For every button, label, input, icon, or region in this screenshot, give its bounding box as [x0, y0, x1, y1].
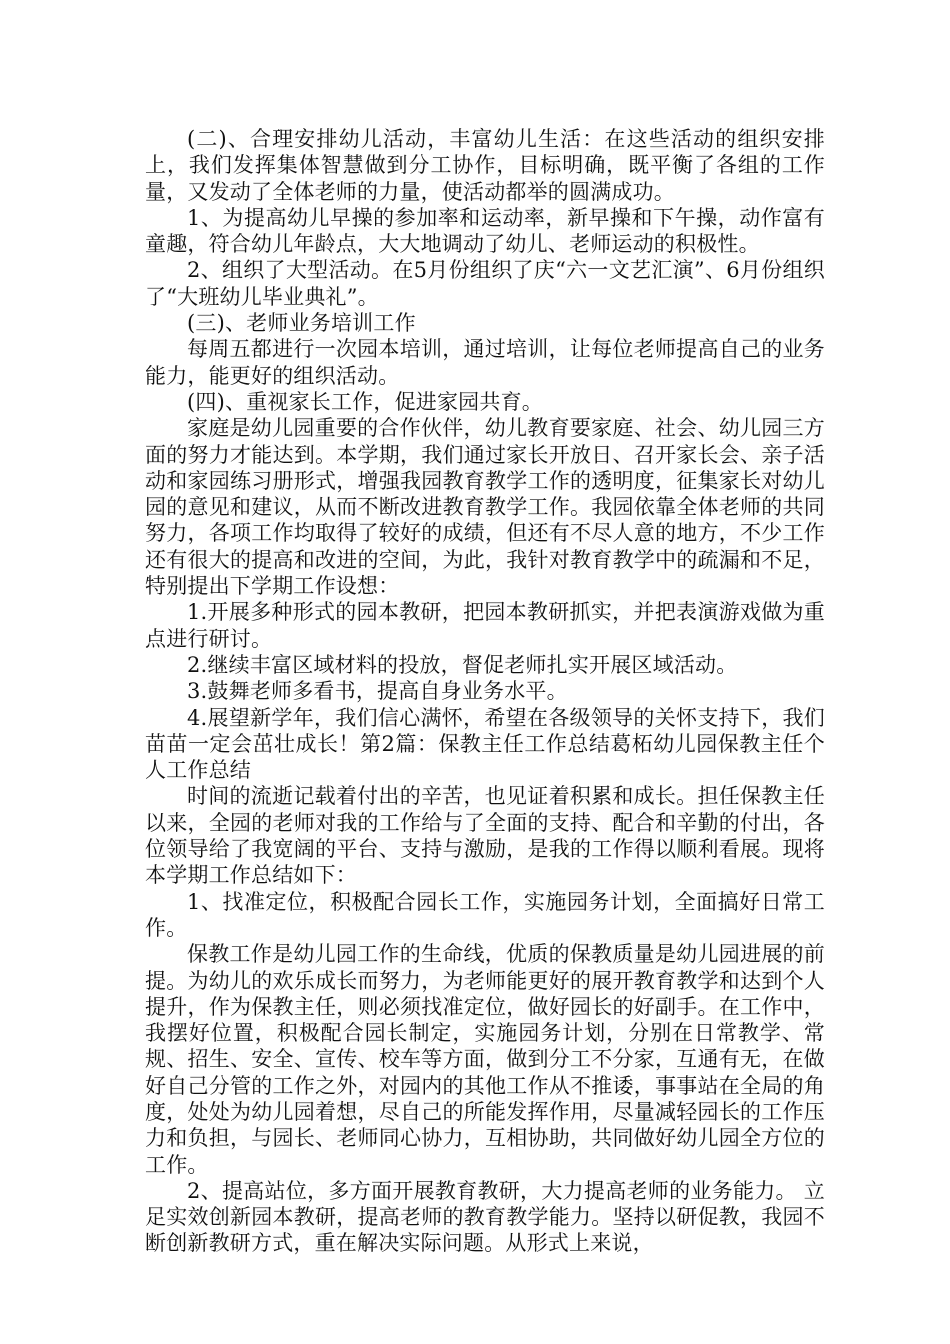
paragraph-family-partnership: 家庭是幼儿园重要的合作伙伴，幼儿教育要家庭、社会、幼儿园三方面的努力才能达到。本学期，我们通过家长开放日、召开家长会、亲子活动和家园练习册形式，增强我园教育教学工作的透明度，征集家长对幼儿园的意见和建议，从而不断改进教育教学工作。我园依靠全体老师的共同努力，各项工作均取得了较好的成绩，但还有不尽人意的地方，不少工作还有很大的提高和改进的空间，为此，我针对教育教学中的疏漏和不足，特别提出下学期工作设想： [145, 416, 825, 599]
paragraph-morning-exercise: 1、为提高幼儿早操的参加率和运动率，新早操和下午操，动作富有童趣，符合幼儿年龄点，大大地调动了幼儿、老师运动的积极性。 [145, 205, 825, 257]
document-body [145, 126, 825, 1257]
paragraph-teaching-research: 2、提高站位，多方面开展教育教研，大力提高老师的业务能力。 立足实效创新园本教研，提高老师的教育教学能力。坚持以研促教，我园不断创新教研方式，重在解决实际问题。从形式上来说， [145, 1178, 825, 1256]
paragraph-weekly-training: 每周五都进行一次园本培训，通过培训，让每位老师提高自己的业务能力，能更好的组织活动。 [145, 337, 825, 388]
paragraph-plan-3: 3.鼓舞老师多看书，提高自身业务水平。 [187, 679, 568, 704]
paragraph-training-heading: (三)、老师业务培训工作 [187, 311, 416, 336]
paragraph-large-events: 2、组织了大型活动。在5月份组织了庆“六一文艺汇演”、6月份组织了“大班幼儿毕业典礼”。 [145, 258, 825, 309]
paragraph-activity-arrangement: (二)、合理安排幼儿活动，丰富幼儿生活：在这些活动的组织安排上，我们发挥集体智慧做到分工协作，目标明确，既平衡了各组的工作量，又发动了全体老师的力量，使活动都举的圆满成功。 [145, 127, 825, 204]
paragraph-plan-2: 2.继续丰富区域材料的投放，督促老师扎实开展区域活动。 [187, 652, 738, 677]
paragraph-parents-heading: (四)、重视家长工作，促进家园共育。 [187, 389, 543, 414]
paragraph-plan-1: 1.开展多种形式的园本教研，把园本教研抓实，并把表演游戏做为重点进行研讨。 [145, 600, 825, 651]
paragraph-care-education: 保教工作是幼儿园工作的生命线，优质的保教质量是幼儿园进展的前提。为幼儿的欢乐成长而努力，为老师能更好的展开教育教学和达到个人提升，作为保教主任，则必须找准定位，做好园长的好副手。在工作中，我摆好位置，积极配合园长制定，实施园务计划，分别在日常教学、常规、招生、安全、宣传、校车等方面，做到分工不分家，互通有无，在做好自己分管的工作之外，对园内的其他工作从不推诿，事事站在全局的角度，处处为幼儿园着想，尽自己的所能发挥作用，尽量减轻园长的工作压力和负担，与园长、老师同心协力，互相协助，共同做好幼儿园全方位的工作。 [145, 942, 825, 1177]
paragraph-time-passing: 时间的流逝记载着付出的辛苦，也见证着积累和成长。担任保教主任以来，全园的老师对我的工作给与了全面的支持、配合和辛勤的付出，各位领导给了我宽阔的平台、支持与激励，是我的工作得以顺利看展。现将本学期工作总结如下： [145, 784, 825, 888]
paragraph-positioning-heading: 1、找准定位，积极配合园长工作，实施园务计划，全面搞好日常工作。 [145, 889, 825, 940]
paragraph-plan-4: 4.展望新学年，我们信心满怀，希望在各级领导的关怀支持下，我们苗苗一定会茁壮成长！第2篇：保教主任工作总结葛柘幼儿园保教主任个人工作总结 [145, 705, 825, 783]
